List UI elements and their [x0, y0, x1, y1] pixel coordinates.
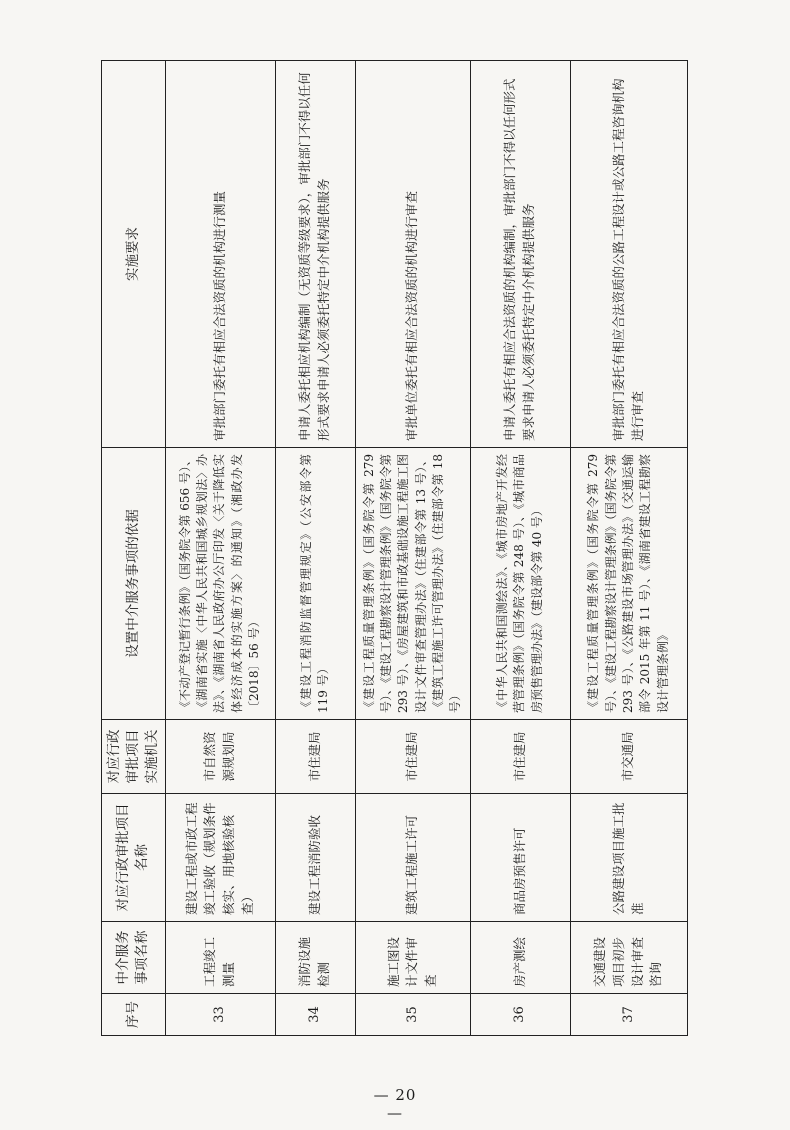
- row-service-name: 房产测绘: [470, 922, 570, 994]
- row-no: 37: [570, 994, 687, 1036]
- row-basis: 《建设工程质量管理条例》（国务院令第 279 号）、《建设工程勘察设计管理条例》（国务院令第 293 号）、《房屋建筑和市政基础设施工程施工图设计文件审查管理办法》（住建部令第 13 号）、《建筑工程施工许可管理办法》（住建部令第 18 号）: [355, 448, 470, 720]
- table-row: [275, 61, 355, 1036]
- row-approval-org: 市住建局: [275, 720, 355, 794]
- service-items-table: [101, 60, 688, 1036]
- row-service-name: 交通建设项目初步设计审查咨询: [570, 922, 687, 994]
- row-service-name: 施工图设计文件审查: [355, 922, 470, 994]
- row-approval-name: 商品房预售许可: [470, 794, 570, 922]
- row-approval-org: 市住建局: [355, 720, 470, 794]
- page-number: — 20 —: [373, 1086, 417, 1122]
- header-service-name: 中介服务事项名称: [102, 922, 166, 994]
- row-requirement: 审批部门委托有相应合法资质的机构进行测量: [165, 61, 275, 448]
- row-no: 34: [275, 994, 355, 1036]
- row-approval-name: 建筑工程施工许可: [355, 794, 470, 922]
- row-approval-org: 市自然资源规划局: [165, 720, 275, 794]
- row-approval-org: 市住建局: [470, 720, 570, 794]
- rotated-table-wrapper: [101, 61, 681, 1036]
- row-approval-org: 市交通局: [570, 720, 687, 794]
- row-requirement: 申请人委托有相应合法资质的机构编制，审批部门不得以任何形式要求申请人必须委托特定中介机构提供服务: [470, 61, 570, 448]
- row-approval-name: 建设工程消防验收: [275, 794, 355, 922]
- row-basis: 《中华人民共和国测绘法》、《城市房地产开发经营管理条例》（国务院令第 248 号）、《城市商品房预售管理办法》（建设部令第 40 号）: [470, 448, 570, 720]
- header-approval-org: 对应行政审批项目实施机关: [102, 720, 166, 794]
- table-row: [165, 61, 275, 1036]
- row-basis: 《建设工程消防监督管理规定》（公安部令第 119 号）: [275, 448, 355, 720]
- row-no: 35: [355, 994, 470, 1036]
- row-no: 33: [165, 994, 275, 1036]
- row-requirement: 审批单位委托有相应合法资质的机构进行审查: [355, 61, 470, 448]
- header-approval-name: 对应行政审批项目名称: [102, 794, 166, 922]
- row-service-name: 消防设施检测: [275, 922, 355, 994]
- row-approval-name: 公路建设项目施工批准: [570, 794, 687, 922]
- row-basis: 《不动产登记暂行条例》（国务院令第 656 号）、《湖南省实施〈中华人民共和国城乡规划法〉办法》、《湖南省人民政府办公厅印发〈关于降低实体经济成本的实施方案〉的通知》（湘政办发〔2018〕56 号）: [165, 448, 275, 720]
- table-row: [570, 61, 687, 1036]
- row-approval-name: 建设工程或市政工程竣工验收（规划条件核实、用地核验核查）: [165, 794, 275, 922]
- table-row: [470, 61, 570, 1036]
- row-requirement: 审批部门委托有相应合法资质的公路工程设计或公路工程咨询机构进行审查: [570, 61, 687, 448]
- row-no: 36: [470, 994, 570, 1036]
- header-requirement: 实施要求: [102, 61, 166, 448]
- table-row: [355, 61, 470, 1036]
- row-basis: 《建设工程质量管理条例》（国务院令第 279 号）、《建设工程勘察设计管理条例》（国务院令第 293 号）、《公路建设市场管理办法》（交通运输部令 2015 年第 11 号）、《湖南省建设工程勘察设计管理条例》: [570, 448, 687, 720]
- header-basis: 设置中介服务事项的依据: [102, 448, 166, 720]
- table-header-row: [102, 61, 166, 1036]
- row-requirement: 申请人委托相应机构编制（无资质等级要求），审批部门不得以任何形式要求申请人必须委托特定中介机构提供服务: [275, 61, 355, 448]
- row-service-name: 工程竣工测量: [165, 922, 275, 994]
- header-no: 序号: [102, 994, 166, 1036]
